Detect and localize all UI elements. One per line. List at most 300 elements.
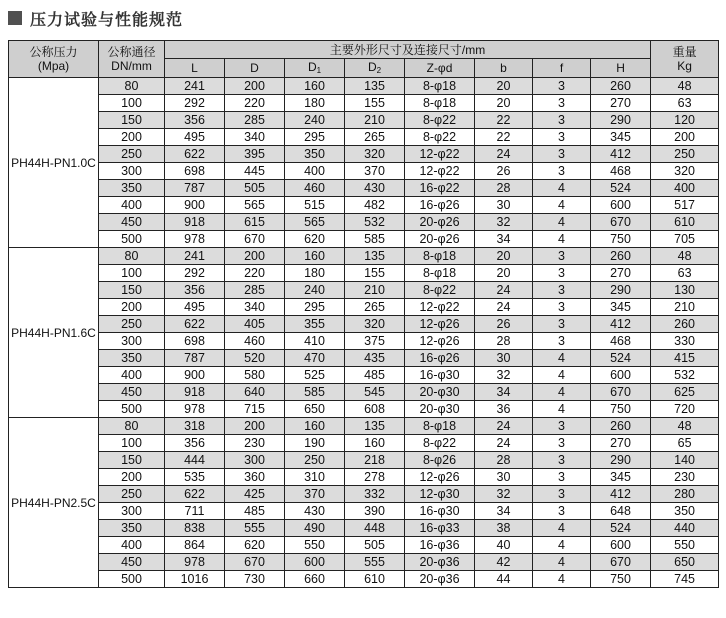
table-cell: 750 [591,571,651,588]
table-cell: 332 [345,486,405,503]
table-cell: 3 [533,112,591,129]
table-cell: 400 [99,367,165,384]
table-row [9,333,719,350]
table-cell: 320 [345,146,405,163]
table-cell: 20-φ30 [405,401,475,418]
table-cell: 300 [225,452,285,469]
table-cell: 290 [591,282,651,299]
table-cell: 625 [651,384,719,401]
table-cell: 16-φ26 [405,350,475,367]
table-cell: 705 [651,231,719,248]
table-cell: 265 [345,129,405,146]
table-cell: 3 [533,146,591,163]
table-cell: 3 [533,78,591,95]
table-cell: 100 [99,265,165,282]
table-cell: 210 [345,282,405,299]
table-row [9,214,719,231]
header-dn [99,41,165,78]
table-cell: 38 [475,520,533,537]
table-cell: 292 [165,265,225,282]
table-cell: 260 [591,78,651,95]
table-cell: 200 [225,248,285,265]
table-cell: 440 [651,520,719,537]
table-cell: 415 [651,350,719,367]
table-cell: 745 [651,571,719,588]
table-cell: 1016 [165,571,225,588]
table-cell: 400 [651,180,719,197]
table-cell: 16-φ33 [405,520,475,537]
table-row [9,401,719,418]
table-cell: 505 [345,537,405,554]
table-cell: 730 [225,571,285,588]
table-cell: 520 [225,350,285,367]
table-cell: 400 [99,197,165,214]
specification-table [8,40,719,588]
table-cell: 435 [345,350,405,367]
table-cell: 290 [591,452,651,469]
table-cell: 3 [533,95,591,112]
table-cell: 20-φ30 [405,384,475,401]
table-cell: 4 [533,231,591,248]
table-cell: 410 [285,333,345,350]
table-cell: 450 [99,214,165,231]
table-cell: 260 [651,316,719,333]
table-cell: 4 [533,571,591,588]
table-cell: 350 [99,350,165,367]
table-cell: 210 [345,112,405,129]
table-cell: 370 [285,486,345,503]
model-group-label: PH44H-PN1.0C [9,78,99,248]
table-cell: 100 [99,95,165,112]
table-cell: 80 [99,418,165,435]
table-cell: 412 [591,486,651,503]
table-cell: 241 [165,78,225,95]
table-cell: 200 [651,129,719,146]
table-cell: 20-φ26 [405,231,475,248]
table-cell: 622 [165,486,225,503]
table-cell: 620 [285,231,345,248]
table-row [9,469,719,486]
table-cell: 555 [225,520,285,537]
table-cell: 485 [225,503,285,520]
table-cell: 482 [345,197,405,214]
table-row [9,146,719,163]
table-cell: 8-φ18 [405,265,475,282]
table-cell: 4 [533,554,591,571]
header-pressure-line1: 公称压力 [29,45,78,59]
table-cell: 160 [345,435,405,452]
table-cell: 390 [345,503,405,520]
table-cell: 32 [475,367,533,384]
table-row [9,571,719,588]
table-cell: 900 [165,197,225,214]
table-cell: 650 [285,401,345,418]
table-cell: 8-φ18 [405,248,475,265]
table-cell: 3 [533,316,591,333]
table-row [9,299,719,316]
table-cell: 240 [285,112,345,129]
table-cell: 395 [225,146,285,163]
table-cell: 412 [591,146,651,163]
table-row [9,435,719,452]
table-row [9,486,719,503]
table-cell: 750 [591,401,651,418]
table-cell: 495 [165,129,225,146]
header-pressure [9,41,99,78]
table-cell: 12-φ30 [405,486,475,503]
table-cell: 350 [651,503,719,520]
table-cell: 500 [99,401,165,418]
table-cell: 460 [285,180,345,197]
table-cell: 270 [591,95,651,112]
table-cell: 12-φ22 [405,163,475,180]
table-cell: 155 [345,265,405,282]
table-cell: 345 [591,469,651,486]
table-cell: 8-φ18 [405,78,475,95]
table-cell: 620 [225,537,285,554]
table-cell: 230 [225,435,285,452]
table-cell: 200 [99,299,165,316]
table-cell: 48 [651,418,719,435]
table-cell: 838 [165,520,225,537]
table-cell: 265 [345,299,405,316]
table-cell: 515 [285,197,345,214]
table-row [9,503,719,520]
table-cell: 120 [651,112,719,129]
table-cell: 360 [225,469,285,486]
model-group-label: PH44H-PN1.6C [9,248,99,418]
table-cell: 3 [533,469,591,486]
table-cell: 180 [285,265,345,282]
header-col-H: H [591,59,651,78]
section-heading [0,0,726,36]
table-cell: 545 [345,384,405,401]
table-cell: 30 [475,469,533,486]
table-cell: 200 [225,418,285,435]
table-row [9,95,719,112]
table-cell: 135 [345,78,405,95]
table-cell: 3 [533,248,591,265]
table-cell: 356 [165,112,225,129]
table-cell: 524 [591,180,651,197]
table-cell: 670 [591,214,651,231]
table-row [9,520,719,537]
table-cell: 30 [475,197,533,214]
table-cell: 240 [285,282,345,299]
table-cell: 978 [165,554,225,571]
header-col-f: f [533,59,591,78]
header-col-D2: $D_2$ [345,59,405,78]
table-cell: 610 [651,214,719,231]
table-cell: 648 [591,503,651,520]
table-cell: 230 [651,469,719,486]
table-cell: 290 [591,112,651,129]
table-cell: 36 [475,401,533,418]
table-cell: 48 [651,78,719,95]
table-cell: 3 [533,333,591,350]
table-cell: 670 [591,554,651,571]
table-cell: 550 [651,537,719,554]
table-cell: 320 [345,316,405,333]
header-col-b: b [475,59,533,78]
table-cell: 20-φ26 [405,214,475,231]
table-cell: 3 [533,503,591,520]
table-cell: 292 [165,95,225,112]
table-row [9,129,719,146]
table-cell: 670 [591,384,651,401]
table-cell: 300 [99,333,165,350]
table-cell: 500 [99,231,165,248]
table-cell: 356 [165,282,225,299]
table-cell: 24 [475,146,533,163]
table-cell: 318 [165,418,225,435]
table-cell: 42 [475,554,533,571]
table-cell: 660 [285,571,345,588]
table-cell: 622 [165,146,225,163]
table-cell: 4 [533,537,591,554]
table-cell: 750 [591,231,651,248]
table-cell: 24 [475,435,533,452]
table-cell: 130 [651,282,719,299]
table-cell: 200 [99,469,165,486]
table-cell: 468 [591,163,651,180]
table-row [9,350,719,367]
table-cell: 34 [475,384,533,401]
table-cell: 622 [165,316,225,333]
table-cell: 4 [533,520,591,537]
table-cell: 450 [99,384,165,401]
table-cell: 535 [165,469,225,486]
table-cell: 155 [345,95,405,112]
model-group-label: PH44H-PN2.5C [9,418,99,588]
table-cell: 448 [345,520,405,537]
table-cell: 285 [225,112,285,129]
table-cell: 670 [225,231,285,248]
table-cell: 80 [99,248,165,265]
table-cell: 44 [475,571,533,588]
table-cell: 135 [345,248,405,265]
table-cell: 640 [225,384,285,401]
table-cell: 430 [345,180,405,197]
table-cell: 16-φ30 [405,503,475,520]
table-cell: 350 [99,180,165,197]
table-cell: 190 [285,435,345,452]
header-col-Z-d: Z-φd [405,59,475,78]
table-cell: 63 [651,265,719,282]
table-cell: 715 [225,401,285,418]
header-col-D1: $D_1$ [285,59,345,78]
table-cell: 918 [165,214,225,231]
table-cell: 20-φ36 [405,571,475,588]
header-weight-line1: 重量 [672,45,697,59]
table-cell: 500 [99,571,165,588]
table-cell: 16-φ26 [405,197,475,214]
table-cell: 8-φ22 [405,129,475,146]
table-cell: 8-φ18 [405,95,475,112]
heading-bullet-square [8,11,22,25]
table-cell: 4 [533,214,591,231]
table-cell: 505 [225,180,285,197]
table-cell: 28 [475,180,533,197]
table-cell: 285 [225,282,285,299]
table-cell: 20-φ36 [405,554,475,571]
table-cell: 34 [475,231,533,248]
table-cell: 787 [165,180,225,197]
table-row [9,231,719,248]
table-row [9,197,719,214]
table-cell: 160 [285,418,345,435]
table-cell: 555 [345,554,405,571]
table-cell: 22 [475,129,533,146]
table-cell: 600 [591,197,651,214]
table-cell: 330 [651,333,719,350]
table-cell: 517 [651,197,719,214]
table-cell: 565 [285,214,345,231]
table-cell: 32 [475,214,533,231]
table-row [9,316,719,333]
table-cell: 16-φ36 [405,537,475,554]
table-cell: 20 [475,248,533,265]
table-cell: 580 [225,367,285,384]
table-cell: 3 [533,163,591,180]
table-cell: 978 [165,231,225,248]
table-cell: 250 [99,146,165,163]
table-cell: 22 [475,112,533,129]
table-row [9,384,719,401]
table-cell: 3 [533,486,591,503]
table-cell: 450 [99,554,165,571]
table-cell: 32 [475,486,533,503]
header-col-L: L [165,59,225,78]
table-cell: 405 [225,316,285,333]
table-cell: 140 [651,452,719,469]
table-cell: 787 [165,350,225,367]
header-weight [651,41,719,78]
table-cell: 270 [591,435,651,452]
table-cell: 490 [285,520,345,537]
table-cell: 320 [651,163,719,180]
table-cell: 300 [99,163,165,180]
table-row [9,554,719,571]
table-cell: 711 [165,503,225,520]
header-weight-line2: Kg [677,59,692,73]
table-cell: 532 [651,367,719,384]
header-dn-line1: 公称通径 [107,45,156,59]
table-cell: 12-φ26 [405,316,475,333]
table-cell: 400 [285,163,345,180]
table-cell: 295 [285,299,345,316]
table-cell: 340 [225,129,285,146]
table-cell: 3 [533,129,591,146]
table-cell: 220 [225,265,285,282]
table-cell: 670 [225,554,285,571]
table-cell: 8-φ22 [405,282,475,299]
table-row [9,180,719,197]
table-cell: 16-φ30 [405,367,475,384]
table-row [9,418,719,435]
table-cell: 615 [225,214,285,231]
table-cell: 80 [99,78,165,95]
table-cell: 28 [475,333,533,350]
table-cell: 864 [165,537,225,554]
table-cell: 4 [533,367,591,384]
table-cell: 65 [651,435,719,452]
table-cell: 525 [285,367,345,384]
table-cell: 600 [285,554,345,571]
table-cell: 345 [591,129,651,146]
table-cell: 3 [533,452,591,469]
table-cell: 20 [475,78,533,95]
table-cell: 180 [285,95,345,112]
table-cell: 300 [99,503,165,520]
table-cell: 160 [285,78,345,95]
table-cell: 63 [651,95,719,112]
table-cell: 425 [225,486,285,503]
table-cell: 250 [285,452,345,469]
table-cell: 355 [285,316,345,333]
table-cell: 218 [345,452,405,469]
table-cell: 100 [99,435,165,452]
table-cell: 250 [651,146,719,163]
table-cell: 356 [165,435,225,452]
table-cell: 350 [99,520,165,537]
table-cell: 4 [533,197,591,214]
table-cell: 345 [591,299,651,316]
table-cell: 280 [651,486,719,503]
table-cell: 524 [591,350,651,367]
table-cell: 12-φ22 [405,146,475,163]
table-cell: 400 [99,537,165,554]
table-cell: 150 [99,282,165,299]
table-cell: 26 [475,316,533,333]
table-cell: 600 [591,537,651,554]
table-cell: 40 [475,537,533,554]
table-cell: 698 [165,333,225,350]
table-cell: 150 [99,112,165,129]
table-cell: 24 [475,299,533,316]
table-cell: 200 [225,78,285,95]
table-cell: 16-φ22 [405,180,475,197]
table-cell: 3 [533,418,591,435]
table-cell: 24 [475,282,533,299]
table-cell: 650 [651,554,719,571]
table-cell: 610 [345,571,405,588]
table-cell: 3 [533,265,591,282]
table-cell: 4 [533,350,591,367]
table-cell: 340 [225,299,285,316]
table-cell: 532 [345,214,405,231]
table-cell: 900 [165,367,225,384]
table-cell: 8-φ22 [405,112,475,129]
table-row [9,282,719,299]
table-cell: 918 [165,384,225,401]
table-cell: 470 [285,350,345,367]
table-cell: 12-φ22 [405,299,475,316]
table-cell: 278 [345,469,405,486]
table-cell: 375 [345,333,405,350]
table-cell: 445 [225,163,285,180]
table-row [9,78,719,95]
table-cell: 550 [285,537,345,554]
table-cell: 210 [651,299,719,316]
table-cell: 585 [345,231,405,248]
table-cell: 608 [345,401,405,418]
table-cell: 720 [651,401,719,418]
table-row [9,265,719,282]
table-cell: 460 [225,333,285,350]
table-cell: 412 [591,316,651,333]
table-cell: 20 [475,265,533,282]
